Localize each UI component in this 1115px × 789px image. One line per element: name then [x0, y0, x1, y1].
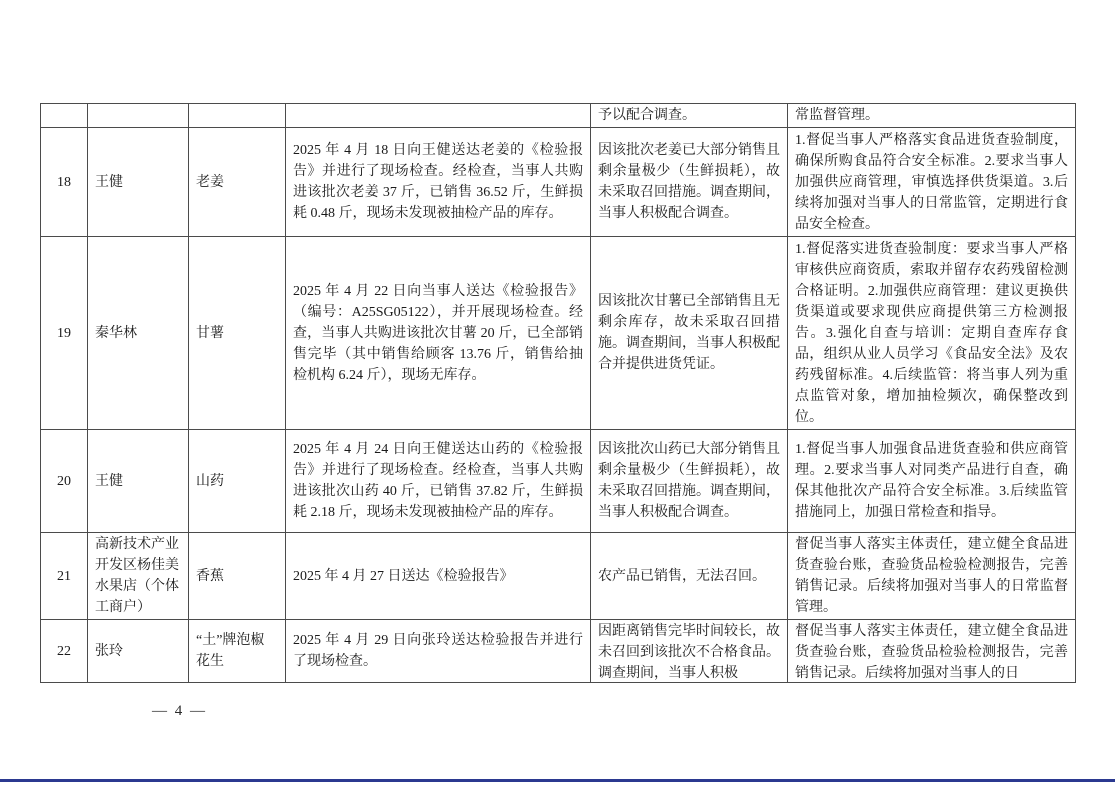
cell-product [189, 104, 286, 128]
cell-measures: 督促当事人落实主体责任，建立健全食品进货查验台账，查验货品检验检测报告，完善销售记录。后续将加强对当事人的日常监督管理。 [788, 533, 1076, 620]
page-number: — 4 — [152, 703, 207, 719]
cell-serial: 20 [41, 430, 88, 533]
window-bottom-border [0, 779, 1115, 782]
cell-inspection: 2025 年 4 月 27 日送达《检验报告》 [286, 533, 591, 620]
table-row-continuation [41, 104, 1076, 128]
cell-measures: 1.督促当事人加强食品进货查验和供应商管理。2.要求当事人对同类产品进行自查，确保其他批次产品符合安全标准。3.后续监管措施同上，加强日常检查和指导。 [788, 430, 1076, 533]
cell-inspection: 2025 年 4 月 29 日向张玲送达检验报告并进行了现场检查。 [286, 620, 591, 683]
table-row [41, 430, 1076, 533]
cell-reason: 予以配合调查。 [591, 104, 788, 128]
cell-inspection: 2025 年 4 月 22 日向当事人送达《检验报告》（编号：A25SG05122），并开展现场检查。经查，当事人共购进该批次甘薯 20 斤，已全部销售完毕（其中销售给顾客 13.76 斤，销售给抽检机构 6.24 斤），现场无库存。 [286, 237, 591, 430]
table-row [41, 620, 1076, 683]
cell-inspection: 2025 年 4 月 18 日向王健送达老姜的《检验报告》并进行了现场检查。经检查，当事人共购进该批次老姜 37 斤，已销售 36.52 斤，生鲜损耗 0.48 斤，现场未发现被抽检产品的库存。 [286, 128, 591, 237]
cell-serial: 22 [41, 620, 88, 683]
cell-product: 老姜 [189, 128, 286, 237]
table-row [41, 237, 1076, 430]
cell-measures: 1.督促当事人严格落实食品进货查验制度，确保所购食品符合安全标准。2.要求当事人加强供应商管理，审慎选择供货渠道。3.后续将加强对当事人的日常监管，定期进行食品安全检查。 [788, 128, 1076, 237]
cell-party: 王健 [88, 430, 189, 533]
cell-party [88, 104, 189, 128]
inspection-records-table [40, 103, 1076, 683]
cell-inspection [286, 104, 591, 128]
cell-measures: 1.督促落实进货查验制度：要求当事人严格审核供应商资质，索取并留存农药残留检测合格证明。2.加强供应商管理：建议更换供货渠道或要求现供应商提供第三方检测报告。3.强化自查与培训：定期自查库存食品，组织从业人员学习《食品安全法》及农药残留标准。4.后续监管：将当事人列为重点监管对象，增加抽检频次，确保整改到位。 [788, 237, 1076, 430]
cell-product: 甘薯 [189, 237, 286, 430]
cell-party: 张玲 [88, 620, 189, 683]
cell-reason: 因距离销售完毕时间较长，故未召回到该批次不合格食品。调查期间，当事人积极 [591, 620, 788, 683]
cell-measures: 常监督管理。 [788, 104, 1076, 128]
cell-party: 王健 [88, 128, 189, 237]
cell-product: “土”牌泡椒花生 [189, 620, 286, 683]
cell-serial: 21 [41, 533, 88, 620]
cell-product: 香蕉 [189, 533, 286, 620]
cell-reason: 因该批次老姜已大部分销售且剩余量极少（生鲜损耗），故未采取召回措施。调查期间，当事人积极配合调查。 [591, 128, 788, 237]
cell-serial: 19 [41, 237, 88, 430]
table-row [41, 128, 1076, 237]
cell-party: 高新技术产业开发区杨佳美水果店（个体工商户） [88, 533, 189, 620]
cell-reason: 因该批次山药已大部分销售且剩余量极少（生鲜损耗），故未采取召回措施。调查期间，当事人积极配合调查。 [591, 430, 788, 533]
table-row [41, 533, 1076, 620]
cell-party: 秦华林 [88, 237, 189, 430]
cell-reason: 因该批次甘薯已全部销售且无剩余库存，故未采取召回措施。调查期间，当事人积极配合并提供进货凭证。 [591, 237, 788, 430]
cell-product: 山药 [189, 430, 286, 533]
cell-serial: 18 [41, 128, 88, 237]
cell-serial [41, 104, 88, 128]
cell-reason: 农产品已销售，无法召回。 [591, 533, 788, 620]
cell-measures: 督促当事人落实主体责任，建立健全食品进货查验台账，查验货品检验检测报告，完善销售记录。后续将加强对当事人的日 [788, 620, 1076, 683]
cell-inspection: 2025 年 4 月 24 日向王健送达山药的《检验报告》并进行了现场检查。经检查，当事人共购进该批次山药 40 斤，已销售 37.82 斤，生鲜损耗 2.18 斤，现场未发现被抽检产品的库存。 [286, 430, 591, 533]
